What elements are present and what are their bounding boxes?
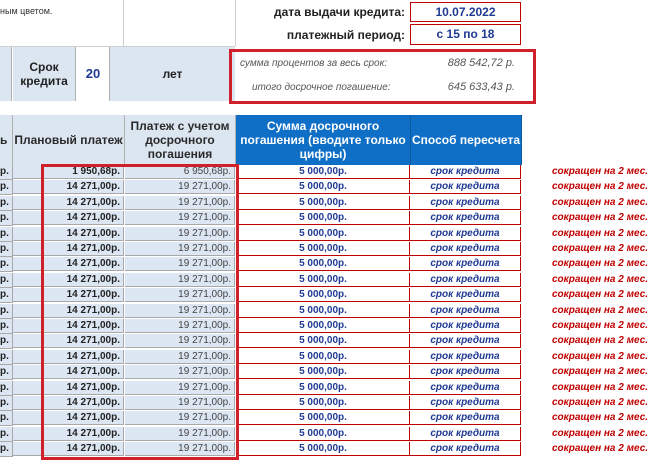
- payment-with-prepay-cell: 19 271,00р.: [125, 319, 235, 333]
- planned-payment-cell: 14 271,00р.: [13, 288, 124, 302]
- term-unit: лет: [110, 47, 235, 101]
- payment-with-prepay-cell: 19 271,00р.: [125, 288, 235, 302]
- payment-with-prepay-cell: 19 271,00р.: [125, 227, 235, 241]
- prepay-value: 645 633,43 р.: [447, 81, 515, 93]
- interest-value: 888 542,72 р.: [447, 57, 515, 69]
- payment-with-prepay-cell: 19 271,00р.: [125, 211, 235, 225]
- result-cell: сокращен на 2 мес.: [552, 366, 649, 378]
- planned-payment-cell: 14 271,00р.: [13, 427, 124, 441]
- planned-payment-cell: 1 950,68р.: [13, 165, 124, 179]
- planned-payment-cell: 14 271,00р.: [13, 319, 124, 333]
- recalc-method-select[interactable]: срок кредита: [410, 180, 521, 194]
- recalc-method-select[interactable]: срок кредита: [410, 242, 521, 256]
- recalc-method-select[interactable]: срок кредита: [410, 411, 521, 425]
- recalc-method-select[interactable]: срок кредита: [410, 227, 521, 241]
- recalc-method-select[interactable]: срок кредита: [410, 334, 521, 348]
- prepay-sum-input[interactable]: 5 000,00р.: [236, 227, 410, 241]
- recalc-method-select[interactable]: срок кредита: [410, 442, 521, 456]
- term-label: Срок кредита: [13, 47, 76, 101]
- planned-payment-cell: 14 271,00р.: [13, 227, 124, 241]
- result-cell: сокращен на 2 мес.: [552, 212, 649, 224]
- planned-payment-cell: 14 271,00р.: [13, 257, 124, 271]
- prepay-sum-input[interactable]: 5 000,00р.: [236, 442, 410, 456]
- planned-payment-cell: 14 271,00р.: [13, 242, 124, 256]
- issue-date-label: дата выдачи кредита:: [273, 5, 405, 19]
- row-col0-cell: р.: [0, 304, 13, 319]
- result-cell: сокращен на 2 мес.: [552, 320, 649, 331]
- left-cell: [0, 47, 12, 101]
- recalc-method-select[interactable]: срок кредита: [410, 257, 521, 271]
- result-cell: сокращен на 2 мес.: [552, 273, 649, 285]
- prepay-sum-input[interactable]: 5 000,00р.: [236, 257, 410, 271]
- row-col0-cell: р.: [0, 196, 13, 211]
- interest-label: сумма процентов за весь срок:: [240, 58, 388, 69]
- payment-period-label: платежный период:: [286, 28, 405, 42]
- result-cell: сокращен на 2 мес.: [552, 258, 649, 270]
- row-col0-cell: р.: [0, 288, 13, 303]
- recalc-method-select[interactable]: срок кредита: [410, 396, 521, 410]
- result-cell: сокращен на 2 мес.: [552, 166, 649, 177]
- planned-payment-cell: 14 271,00р.: [13, 273, 124, 287]
- method-header: Способ пересчета: [411, 115, 522, 165]
- payment-with-prepay-cell: 19 271,00р.: [125, 304, 235, 318]
- row-col0-cell: р.: [0, 350, 13, 365]
- prepay-label: итого досрочное погашение:: [252, 82, 391, 93]
- payment-with-prepay-cell: 6 950,68р.: [125, 165, 235, 179]
- row-col0-cell: р.: [0, 242, 13, 257]
- prepay-sum-header: Сумма досрочного погашения (вводите только цифры): [236, 115, 411, 165]
- result-cell: сокращен на 2 мес.: [552, 443, 649, 455]
- recalc-method-select[interactable]: срок кредита: [410, 288, 521, 302]
- row-col0-cell: р.: [0, 396, 13, 411]
- recalc-method-select[interactable]: срок кредита: [410, 350, 521, 364]
- row-col0-cell: р.: [0, 319, 13, 334]
- row-col0-cell: р.: [0, 273, 13, 288]
- issue-date-value[interactable]: 10.07.2022: [410, 2, 521, 22]
- row-col0-cell: р.: [0, 365, 13, 380]
- prepay-sum-input[interactable]: 5 000,00р.: [236, 411, 410, 425]
- prepay-sum-input[interactable]: 5 000,00р.: [236, 211, 410, 225]
- planned-payment-cell: 14 271,00р.: [13, 442, 124, 456]
- prepay-sum-input[interactable]: 5 000,00р.: [236, 273, 410, 287]
- planned-payment-cell: 14 271,00р.: [13, 211, 124, 225]
- prepay-sum-input[interactable]: 5 000,00р.: [236, 180, 410, 194]
- term-value[interactable]: 20: [77, 47, 110, 101]
- planned-payment-cell: 14 271,00р.: [13, 304, 124, 318]
- with-prepay-header: Платеж с учетом досрочного погашения: [125, 115, 236, 165]
- prepay-sum-input[interactable]: 5 000,00р.: [236, 396, 410, 410]
- payment-with-prepay-cell: 19 271,00р.: [125, 273, 235, 287]
- planned-payment-cell: 14 271,00р.: [13, 396, 124, 410]
- payment-with-prepay-cell: 19 271,00р.: [125, 242, 235, 256]
- top-note: ным цветом.: [0, 6, 53, 16]
- recalc-method-select[interactable]: срок кредита: [410, 304, 521, 318]
- row-col0-cell: р.: [0, 334, 13, 349]
- planned-payment-cell: 14 271,00р.: [13, 381, 124, 395]
- payment-period-value[interactable]: с 15 по 18: [410, 24, 521, 45]
- result-cell: сокращен на 2 мес.: [552, 381, 649, 393]
- payment-with-prepay-cell: 19 271,00р.: [125, 411, 235, 425]
- planned-payment-cell: 14 271,00р.: [13, 350, 124, 364]
- row-col0-cell: р.: [0, 180, 13, 195]
- result-cell: сокращен на 2 мес.: [552, 350, 649, 362]
- prepay-sum-input[interactable]: 5 000,00р.: [236, 381, 410, 395]
- recalc-method-select[interactable]: срок кредита: [410, 273, 521, 287]
- prepay-sum-input[interactable]: 5 000,00р.: [236, 365, 410, 379]
- result-cell: сокращен на 2 мес.: [552, 181, 649, 193]
- prepay-sum-input[interactable]: 5 000,00р.: [236, 319, 410, 333]
- result-cell: сокращен на 2 мес.: [552, 304, 649, 316]
- grid-line: [123, 0, 124, 46]
- prepay-sum-input[interactable]: 5 000,00р.: [236, 350, 410, 364]
- row-col0-cell: р.: [0, 211, 13, 226]
- row-col0-cell: р.: [0, 381, 13, 396]
- recalc-method-select[interactable]: срок кредита: [410, 319, 521, 333]
- prepay-sum-input[interactable]: 5 000,00р.: [236, 334, 410, 348]
- prepay-sum-input[interactable]: 5 000,00р.: [236, 165, 410, 179]
- prepay-sum-input[interactable]: 5 000,00р.: [236, 196, 410, 210]
- row-col0-cell: р.: [0, 442, 13, 457]
- recalc-method-select[interactable]: срок кредита: [410, 211, 521, 225]
- row-col0-cell: р.: [0, 411, 13, 426]
- result-cell: сокращен на 2 мес.: [552, 243, 649, 254]
- result-cell: сокращен на 2 мес.: [552, 227, 649, 239]
- row-col0-cell: р.: [0, 257, 13, 272]
- recalc-method-select[interactable]: срок кредита: [410, 365, 521, 379]
- payment-with-prepay-cell: 19 271,00р.: [125, 365, 235, 379]
- prepay-sum-input[interactable]: 5 000,00р.: [236, 288, 410, 302]
- payment-with-prepay-cell: 19 271,00р.: [125, 334, 235, 348]
- recalc-method-select[interactable]: срок кредита: [410, 165, 521, 179]
- result-cell: сокращен на 2 мес.: [552, 289, 649, 301]
- recalc-method-select[interactable]: срок кредита: [410, 196, 521, 210]
- payment-with-prepay-cell: 19 271,00р.: [125, 381, 235, 395]
- result-cell: сокращен на 2 мес.: [552, 335, 649, 347]
- planned-header: Плановый платеж: [13, 115, 125, 165]
- prepay-sum-input[interactable]: 5 000,00р.: [236, 427, 410, 441]
- recalc-method-select[interactable]: срок кредита: [410, 427, 521, 441]
- payment-with-prepay-cell: 19 271,00р.: [125, 196, 235, 210]
- row-col0-cell: р.: [0, 427, 13, 442]
- row-col0-cell: р.: [0, 227, 13, 242]
- result-cell: сокращен на 2 мес.: [552, 196, 649, 208]
- row-col0-cell: р.: [0, 165, 13, 180]
- result-cell: сокращен на 2 мес.: [552, 412, 649, 424]
- grid-line: [235, 0, 236, 46]
- prepay-sum-input[interactable]: 5 000,00р.: [236, 242, 410, 256]
- planned-payment-cell: 14 271,00р.: [13, 196, 124, 210]
- planned-payment-cell: 14 271,00р.: [13, 334, 124, 348]
- payment-with-prepay-cell: 19 271,00р.: [125, 442, 235, 456]
- planned-payment-cell: 14 271,00р.: [13, 180, 124, 194]
- payment-with-prepay-cell: 19 271,00р.: [125, 257, 235, 271]
- planned-payment-cell: 14 271,00р.: [13, 365, 124, 379]
- result-cell: сокращен на 2 мес.: [552, 427, 649, 439]
- planned-payment-cell: 14 271,00р.: [13, 411, 124, 425]
- prepay-sum-input[interactable]: 5 000,00р.: [236, 304, 410, 318]
- payment-with-prepay-cell: 19 271,00р.: [125, 350, 235, 364]
- result-cell: сокращен на 2 мес.: [552, 397, 649, 408]
- recalc-method-select[interactable]: срок кредита: [410, 381, 521, 395]
- payments-highlight-frame: [41, 164, 239, 460]
- col0-header: ь: [0, 115, 13, 165]
- payment-with-prepay-cell: 19 271,00р.: [125, 427, 235, 441]
- payment-with-prepay-cell: 19 271,00р.: [125, 396, 235, 410]
- payment-with-prepay-cell: 19 271,00р.: [125, 180, 235, 194]
